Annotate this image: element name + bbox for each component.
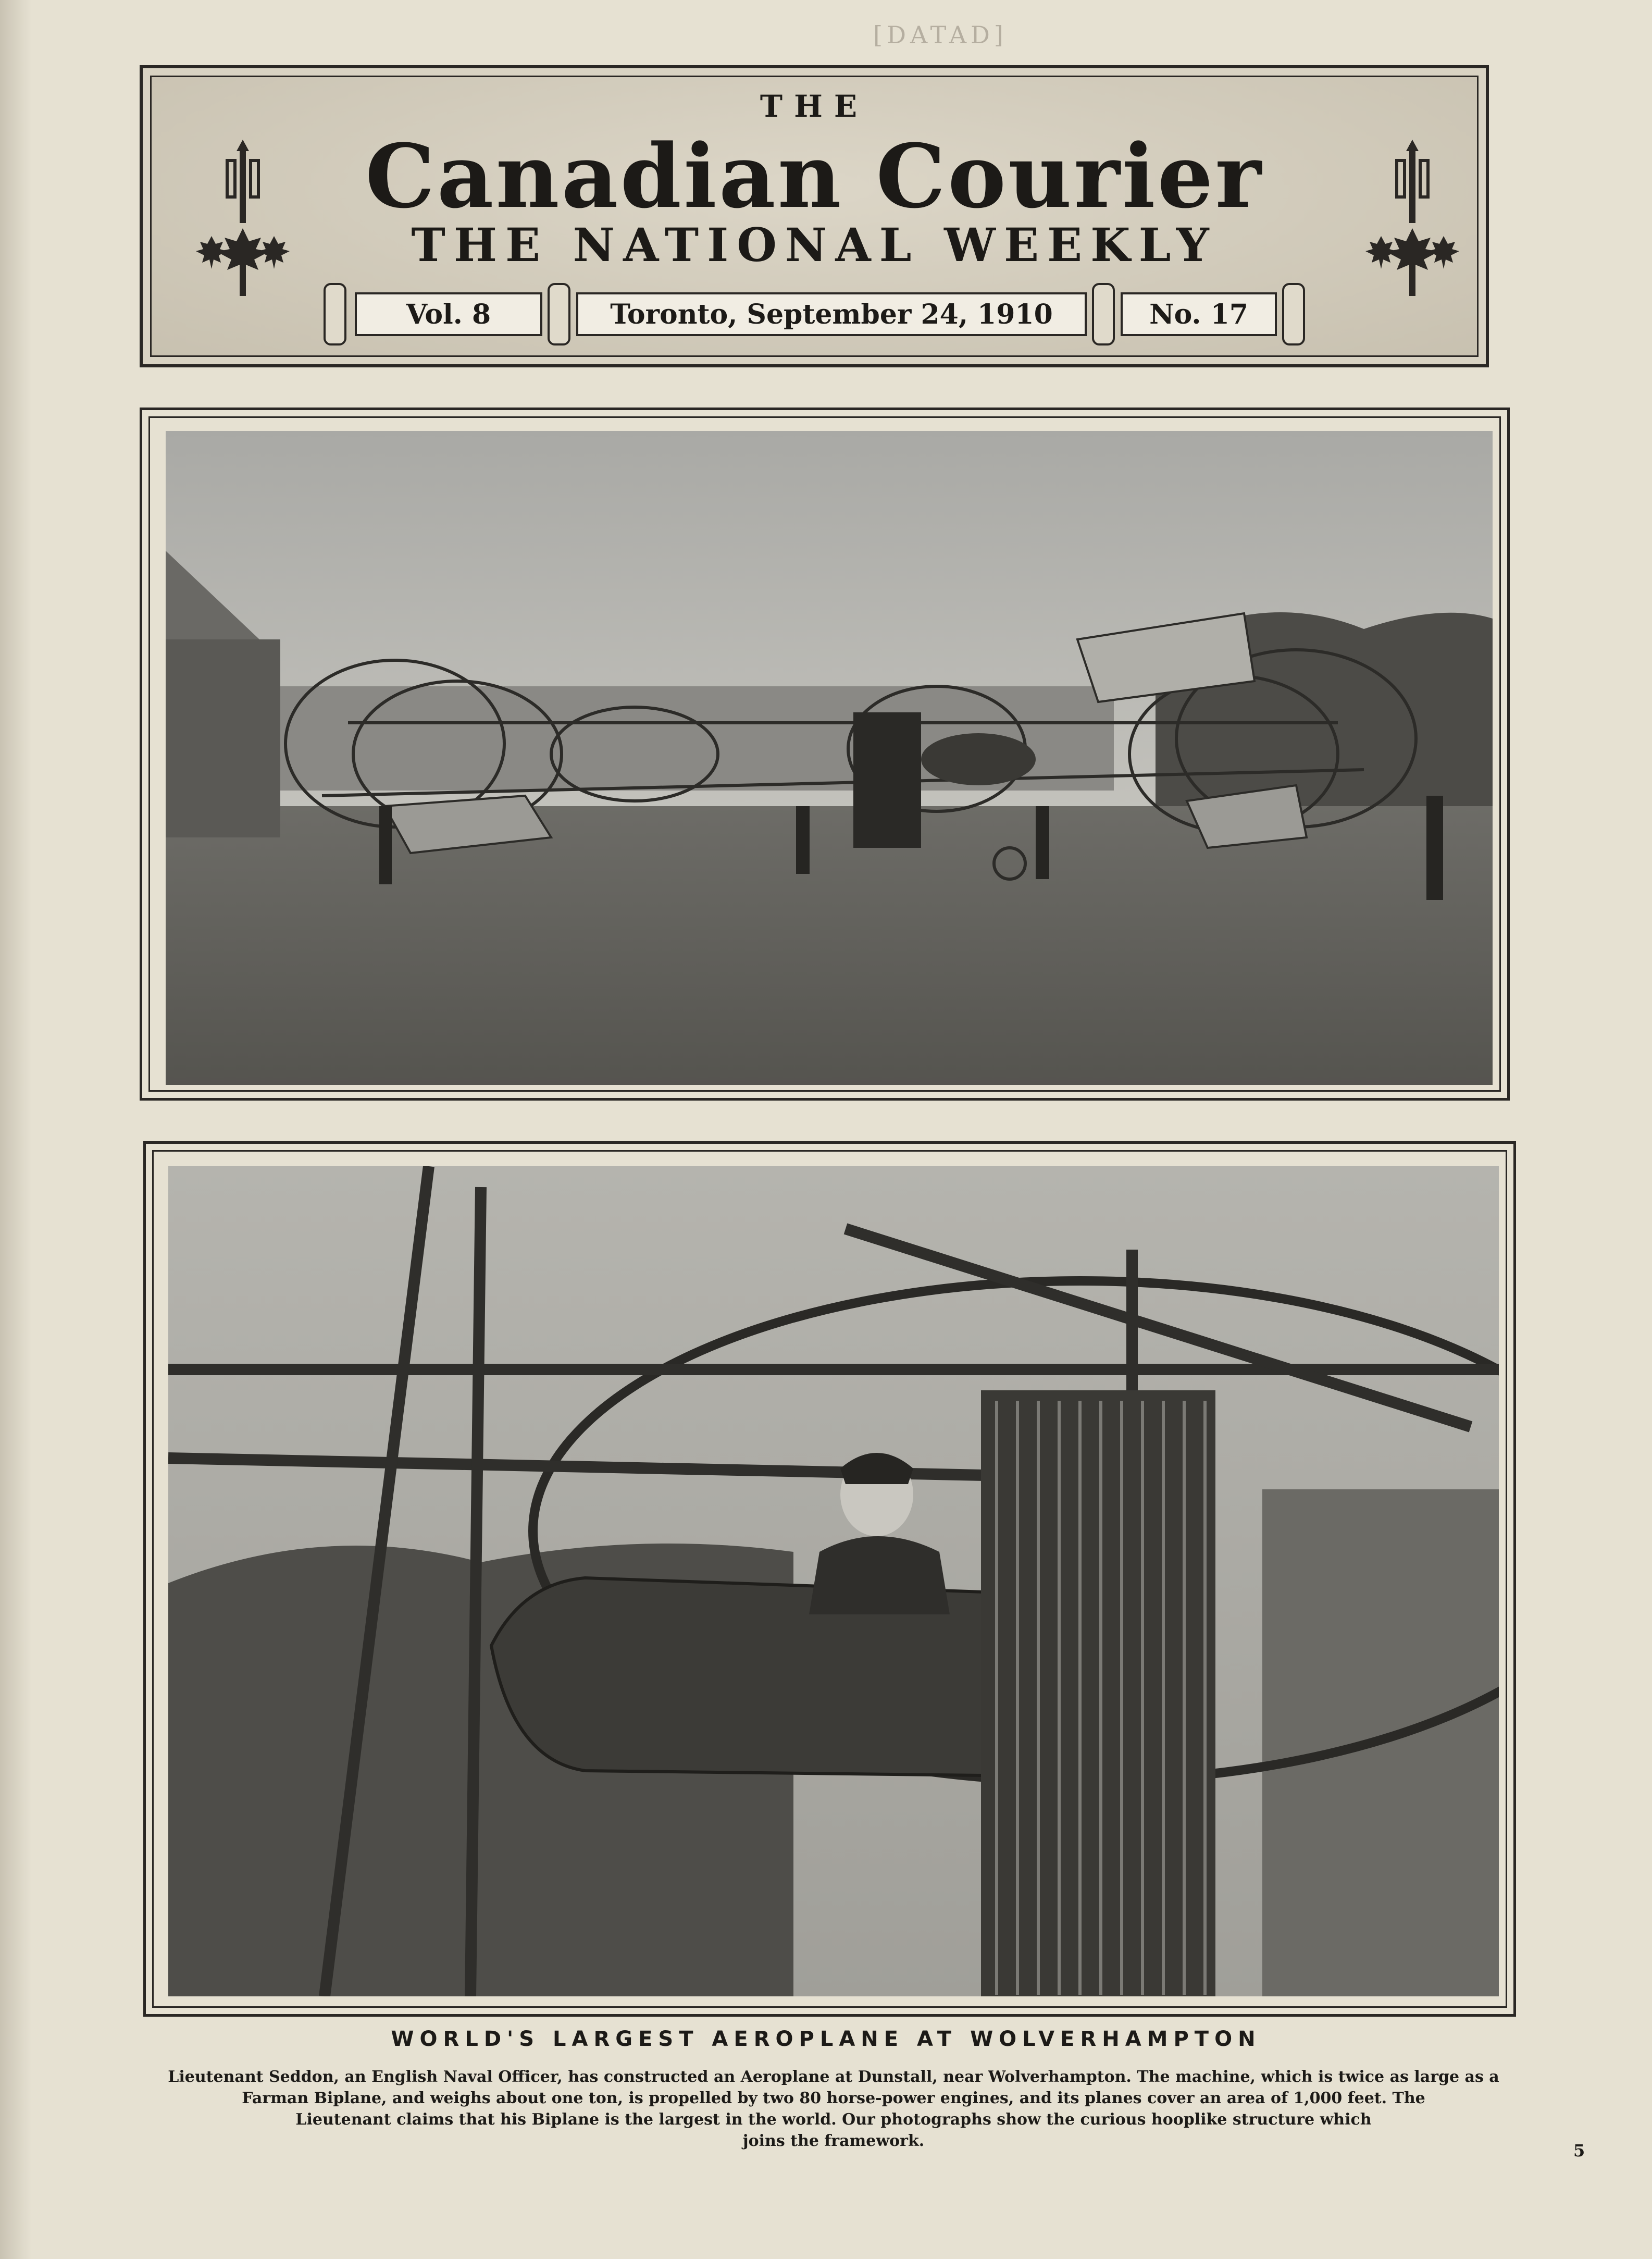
caption-line: joins the framework. [742,2132,925,2150]
issue-info-bar [324,283,1303,345]
scroll-ornament-right [1282,283,1305,345]
dateline: Toronto, September 24, 1910 [576,292,1087,336]
maple-leaf-emblem-left-icon [191,140,295,317]
scroll-ornament [1092,283,1115,345]
aeroplane-field-photo [166,431,1493,1085]
newspaper-subtitle: THE NATIONAL WEEKLY [411,218,1218,272]
caption-line: Lieutenant claims that his Biplane is the largest in the world. Our photographs show the curious hooplike structure which [295,2110,1372,2129]
lieutenant-in-cockpit-photo [168,1166,1499,1996]
archive-stamp: [DATAD] [873,21,1008,49]
scroll-ornament [548,283,570,345]
masthead-the: THE [760,89,869,124]
newspaper-title: Canadian Courier [365,125,1263,228]
caption-title: WORLD'S LARGEST AEROPLANE AT WOLVERHAMPTON [391,2027,1261,2051]
scroll-ornament-left [324,283,346,345]
caption-body [167,2066,1500,2152]
bottom-photo-frame [143,1141,1516,2017]
page-number: 5 [1573,2141,1585,2161]
volume-label: Vol. 8 [355,292,542,336]
masthead [140,65,1489,367]
maple-leaf-emblem-right-icon [1360,140,1464,317]
page-edge-shadow [0,0,31,2259]
caption-line: Farman Biplane, and weighs about one ton, is propelled by two 80 horse-power engines, and its planes cover an area of 1,000 feet. The [242,2089,1425,2107]
masthead-panel [150,76,1479,357]
caption-line: Lieutenant Seddon, an English Naval Officer, has constructed an Aeroplane at Dunstall, near Wolverhampton. The machine, which is twice as large as a [168,2068,1499,2086]
top-photo-frame [140,408,1510,1101]
issue-number: No. 17 [1121,292,1277,336]
